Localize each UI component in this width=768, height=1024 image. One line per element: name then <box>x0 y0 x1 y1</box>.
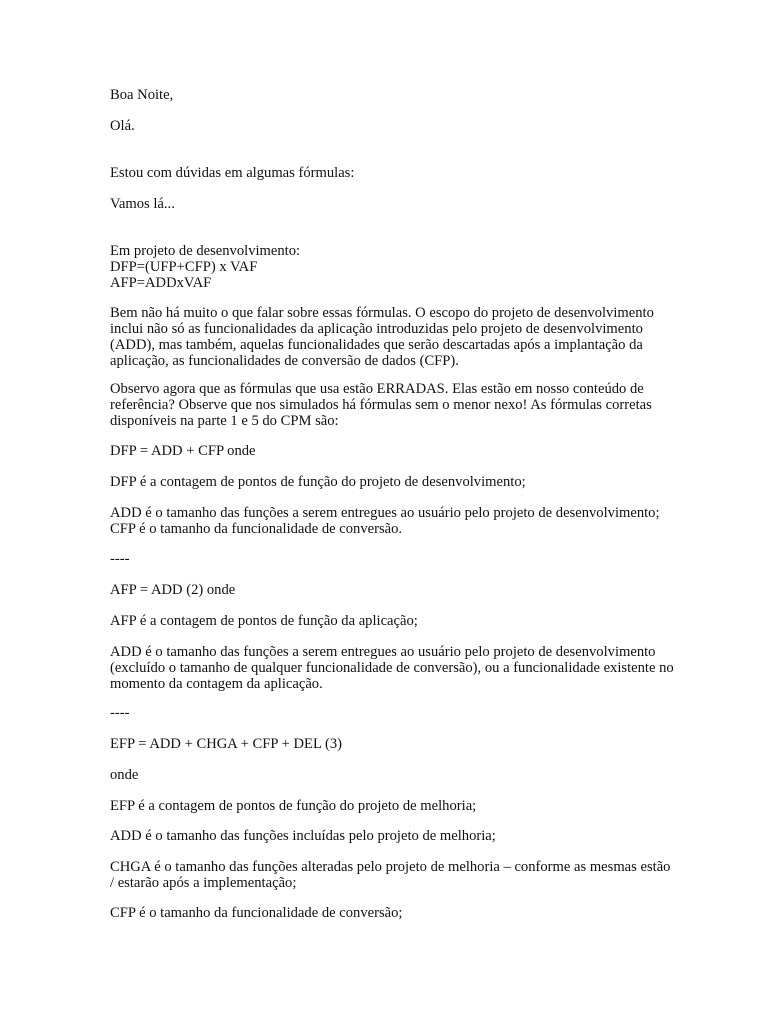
dev-project-formula-1: DFP=(UFP+CFP) x VAF <box>110 259 258 275</box>
separator-1: ---- <box>110 551 130 567</box>
intro-2: Vamos lá... <box>110 196 175 212</box>
answer-paragraph-1: Bem não há muito o que falar sobre essas fórmulas. O escopo do projeto de desenvolvimento inclui não só as funcionalidades da aplicação introduzidas pelo projeto de desenvolvimento (ADD), mas também, aquelas funcionalidades que serão descartadas após a implantação da aplicação, as funcionalidades de conversão de dados (CFP). <box>110 305 654 369</box>
dev-project-heading: Em projeto de desenvolvimento: <box>110 243 301 259</box>
dev-project-formula-2: AFP=ADDxVAF <box>110 275 212 291</box>
efp-definition: EFP é a contagem de pontos de função do projeto de melhoria; <box>110 798 477 814</box>
separator-2: ---- <box>110 705 130 721</box>
dfp-formula: DFP = ADD + CFP onde <box>110 443 256 459</box>
answer-paragraph-2: Observo agora que as fórmulas que usa estão ERRADAS. Elas estão em nosso conteúdo de referência? Observe que nos simulados há fórmulas sem o menor nexo! As fórmulas corretas disponíveis na parte 1 e 5 do CPM são: <box>110 381 652 429</box>
chga-definition: CHGA é o tamanho das funções alteradas pelo projeto de melhoria – conforme as mesmas estão / estarão após a implementação; <box>110 859 671 891</box>
intro-1: Estou com dúvidas em algumas fórmulas: <box>110 165 355 181</box>
dfp-definition: DFP é a contagem de pontos de função do projeto de desenvolvimento; <box>110 474 526 490</box>
afp-formula: AFP = ADD (2) onde <box>110 582 236 598</box>
efp-formula: EFP = ADD + CHGA + CFP + DEL (3) <box>110 736 342 752</box>
afp-add-definition: ADD é o tamanho das funções a serem entregues ao usuário pelo projeto de desenvolvimento (excluído o tamanho de qualquer funcionalidade de conversão), ou a funcionalidade existente no momento da contagem da aplicação. <box>110 644 674 692</box>
greeting-2: Olá. <box>110 118 135 134</box>
afp-definition: AFP é a contagem de pontos de função da aplicação; <box>110 613 418 629</box>
dev-project-block <box>110 243 670 291</box>
greeting-1: Boa Noite, <box>110 87 174 103</box>
cfp-definition: CFP é o tamanho da funcionalidade de conversão; <box>110 905 403 921</box>
efp-onde: onde <box>110 767 139 783</box>
dfp-add-definition: ADD é o tamanho das funções a serem entregues ao usuário pelo projeto de desenvolvimento; CFP é o tamanho da funcionalidade de conversão. <box>110 505 660 537</box>
efp-add-definition: ADD é o tamanho das funções incluídas pelo projeto de melhoria; <box>110 828 496 844</box>
